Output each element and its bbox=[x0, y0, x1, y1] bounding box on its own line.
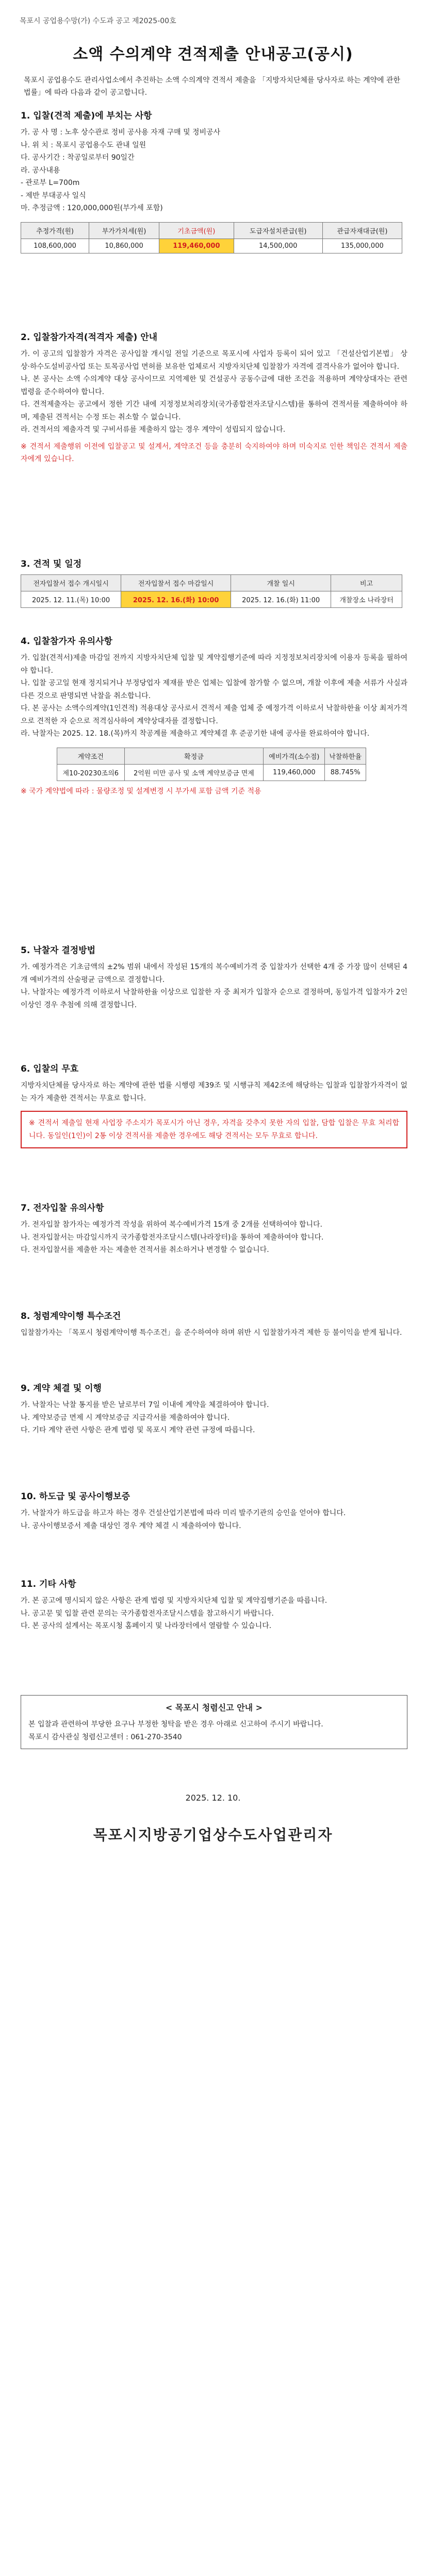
table-cell: 제10-20230조의6 bbox=[57, 764, 125, 781]
section-heading: 2. 입찰참가자격(적격자 제출) 안내 bbox=[21, 332, 158, 343]
table-header: 비고 bbox=[331, 575, 402, 591]
section-9 bbox=[21, 1381, 407, 1437]
section-item: 나. 공고문 및 입찰 관련 문의는 국가종합전자조달시스템을 참고하시기 바랍니다. bbox=[21, 1609, 274, 1618]
section-10 bbox=[21, 1489, 407, 1532]
section-item: - 제반 부대공사 일식 bbox=[21, 191, 86, 200]
section-paragraph: 다. 견적제출자는 공고에서 정한 기간 내에 지정정보처리장치(국가종합전자조달시스템)를 통하여 견적서를 제출하여야 하며, 제출된 견적서는 수정 또는 취소할 수 없습니다. bbox=[21, 400, 407, 421]
section-heading: 7. 전자입찰 유의사항 bbox=[21, 1203, 104, 1213]
section-heading: 9. 계약 체결 및 이행 bbox=[21, 1383, 102, 1394]
budget-table bbox=[21, 222, 402, 253]
section-item: 라. 공사내용 bbox=[21, 166, 60, 175]
section-item: 나. 전자입찰서는 마감일시까지 국가종합전자조달시스템(나라장터)을 통하여 제출하여야 합니다. bbox=[21, 1233, 324, 1242]
section-paragraph: 가. 예정가격은 기초금액의 ±2% 범위 내에서 작성된 15개의 복수예비가격 중 입찰자가 선택한 4개 중 가장 많이 선택된 4개 예비가격의 산술평균 금액으로 결정합니다. bbox=[21, 963, 407, 984]
section-item: 다. 공사기간 : 착공일로부터 90일간 bbox=[21, 154, 135, 162]
section-5 bbox=[21, 943, 407, 1011]
section-item: 가. 본 공고에 명시되지 않은 사항은 관계 법령 및 지방자치단체 입찰 및 계약집행기준을 따릅니다. bbox=[21, 1597, 327, 1605]
table-cell: 2025. 12. 11.(목) 10:00 bbox=[21, 591, 121, 608]
table-cell: 개찰장소 나라장터 bbox=[331, 591, 402, 608]
table-cell: 2억원 미만 공사 및 소액 계약보증금 면제 bbox=[124, 764, 264, 781]
section-heading: 6. 입찰의 무효 bbox=[21, 1064, 79, 1074]
bid-criteria-table bbox=[57, 748, 366, 781]
table-cell-highlight: 119,460,000 bbox=[159, 239, 234, 253]
section-6 bbox=[21, 1061, 407, 1148]
section-item: 다. 전자입찰서를 제출한 자는 제출한 견적서를 취소하거나 변경할 수 없습니다. bbox=[21, 1246, 269, 1254]
section-8 bbox=[21, 1309, 407, 1340]
integrity-notice-box bbox=[21, 1695, 407, 1749]
section-paragraph: 나. 본 공사는 소액 수의계약 대상 공사이므로 지역제한 및 건설공사 공동수급에 대한 조건을 적용하며 계약상대자는 관련 법령을 준수하여야 합니다. bbox=[21, 375, 407, 396]
table-header: 부가가치세(원) bbox=[89, 222, 159, 239]
table-header: 계약조건 bbox=[57, 748, 125, 764]
notice-box-line: 목포시 감사관실 청렴신고센터 : 061-270-3540 bbox=[28, 1733, 182, 1741]
section-item: 가. 공 사 명 : 노후 상수관로 정비 공사용 자재 구매 및 정비공사 bbox=[21, 128, 221, 137]
section-7 bbox=[21, 1200, 407, 1257]
section-heading: 4. 입찰참가자 유의사항 bbox=[21, 636, 112, 647]
table-header: 추정가격(원) bbox=[21, 222, 89, 239]
table-header: 예비가격(소수점) bbox=[264, 748, 325, 764]
section-item: - 관로부 L=700m bbox=[21, 179, 80, 187]
warning-note: ※ 국가 계약법에 따라 : 물량조정 및 설계변경 시 부가세 포함 금액 기준 적용 bbox=[21, 787, 261, 795]
section-paragraph: 라. 견적서의 제출자격 및 구비서류를 제출하지 않는 경우 계약이 성립되지 않습니다. bbox=[21, 426, 286, 434]
table-cell-highlight: 2025. 12. 16.(화) 10:00 bbox=[121, 591, 231, 608]
section-paragraph: 입찰참가자는 「목포시 청렴계약이행 특수조건」을 준수하여야 하며 위반 시 입찰참가자격 제한 등 불이익을 받게 됩니다. bbox=[21, 1329, 402, 1337]
page-title: 소액 수의계약 견적제출 안내공고(공시) bbox=[73, 45, 353, 63]
section-item: 나. 위 치 : 목포시 공업용수도 관내 일원 bbox=[21, 141, 146, 149]
section-paragraph: 지방자치단체를 당사자로 하는 계약에 관한 법률 시행령 제39조 및 시행규칙 제42조에 해당하는 입찰과 입찰참가자격이 없는 자가 제출한 견적서는 무효로 합니다. bbox=[21, 1081, 407, 1103]
warning-note: ※ 견적서 제출행위 이전에 입찰공고 및 설계서, 계약조건 등을 충분히 숙지하여야 하며 미숙지로 인한 책임은 견적서 제출자에게 있습니다. bbox=[21, 442, 407, 463]
section-1 bbox=[21, 108, 407, 253]
table-cell: 88.745% bbox=[325, 764, 366, 781]
table-header: 관급자재대금(원) bbox=[322, 222, 402, 239]
schedule-table bbox=[21, 574, 402, 608]
table-cell: 135,000,000 bbox=[322, 239, 402, 253]
closing-date: 2025. 12. 10. bbox=[185, 1793, 241, 1803]
section-item: 가. 전자입찰 참가자는 예정가격 작성을 위하여 복수예비가격 15개 중 2개를 선택하여야 합니다. bbox=[21, 1221, 322, 1229]
section-paragraph: 가. 이 공고의 입찰참가 자격은 공사입찰 개시일 전일 기준으로 목포시에 사업자 등록이 되어 있고 「건설산업기본법」 상 상·하수도설비공사업 또는 토목공사업 면허를 보유한 업체로서 지방자치단체 입찰참가 자격에 결격사유가 없어야 합니다. bbox=[21, 350, 407, 371]
section-heading: 3. 견적 및 일정 bbox=[21, 559, 82, 569]
table-header: 낙찰하한율 bbox=[325, 748, 366, 764]
table-cell: 119,460,000 bbox=[264, 764, 325, 781]
section-2 bbox=[21, 330, 407, 466]
table-cell: 2025. 12. 16.(화) 11:00 bbox=[231, 591, 331, 608]
section-paragraph: 라. 낙찰자는 2025. 12. 18.(목)까지 착공계를 제출하고 계약체결 후 준공기한 내에 공사를 완료하여야 합니다. bbox=[21, 730, 370, 738]
section-heading: 10. 하도급 및 공사이행보증 bbox=[21, 1492, 130, 1502]
section-paragraph: 나. 낙찰자는 예정가격 이하로서 낙찰하한율 이상으로 입찰한 자 중 최저가 입찰자 순으로 결정하며, 동일가격 입찰자가 2인 이상인 경우 추첨에 의해 결정합니다. bbox=[21, 988, 407, 1009]
section-heading: 8. 청렴계약이행 특수조건 bbox=[21, 1311, 121, 1321]
section-item: 마. 추정금액 : 120,000,000원(부가세 포함) bbox=[21, 204, 163, 212]
notice-box-title: < 목포시 청렴신고 안내 > bbox=[165, 1703, 263, 1713]
section-item: 가. 낙찰자가 하도급을 하고자 하는 경우 건설산업기본법에 따라 미리 발주기관의 승인을 얻어야 합니다. bbox=[21, 1509, 346, 1517]
section-paragraph: 나. 입찰 공고일 현재 정지되거나 부정당업자 제재를 받은 업체는 입찰에 참가할 수 없으며, 개찰 이후에 제출 서류가 사실과 다른 것으로 판명되면 낙찰을 취소합니다. bbox=[21, 679, 407, 700]
table-header-highlight: 기초금액(원) bbox=[159, 222, 234, 239]
notice-box-line: 본 입찰과 관련하여 부당한 요구나 부정한 청탁을 받은 경우 아래로 신고하여 주시기 바랍니다. bbox=[28, 1720, 323, 1728]
section-heading: 1. 입찰(견적 제출)에 부치는 사항 bbox=[21, 111, 152, 121]
section-3 bbox=[21, 556, 407, 608]
section-item: 가. 낙찰자는 낙찰 통지를 받은 날로부터 7일 이내에 계약을 체결하여야 합니다. bbox=[21, 1401, 269, 1409]
section-item: 나. 공사이행보증서 제출 대상인 경우 계약 체결 시 제출하여야 합니다. bbox=[21, 1521, 241, 1530]
section-paragraph: 가. 입찰(견적서)제출 마감일 전까지 지방자치단체 입찰 및 계약집행기준에 따라 지정정보처리장치에 이용자 등록을 필하여야 합니다. bbox=[21, 654, 407, 675]
section-item: 다. 기타 계약 관련 사항은 관계 법령 및 목포시 계약 관련 규정에 따릅니다. bbox=[21, 1426, 255, 1434]
section-item: 다. 본 공사의 설계서는 목포시청 홈페이지 및 나라장터에서 열람할 수 있습니다. bbox=[21, 1622, 272, 1630]
notice-reference: 목포시 공업용수망(가) 수도과 공고 제2025-00호 bbox=[20, 17, 176, 25]
section-11 bbox=[21, 1577, 407, 1633]
section-item: 나. 계약보증금 면제 시 계약보증금 지급각서를 제출하여야 합니다. bbox=[21, 1413, 230, 1422]
table-header: 전자입찰서 접수 마감일시 bbox=[121, 575, 231, 591]
section-4 bbox=[21, 634, 407, 798]
issuer-signature: 목포시지방공기업상수도사업관리자 bbox=[93, 1826, 333, 1843]
table-header: 확정금 bbox=[124, 748, 264, 764]
section-heading: 11. 기타 사항 bbox=[21, 1579, 76, 1589]
table-header: 전자입찰서 접수 개시일시 bbox=[21, 575, 121, 591]
warning-box: ※ 견적서 제출일 현재 사업장 주소지가 목포시가 아닌 경우, 자격을 갖추지 못한 자의 입찰, 담합 입찰은 무효 처리합니다. 동일인(1인)이 2통 이상 견적서를 제출한 경우에도 해당 견적서는 모두 무효로 합니다. bbox=[21, 1111, 407, 1148]
table-header: 도급자설치관급(원) bbox=[234, 222, 322, 239]
section-paragraph: 다. 본 공사는 소액수의계약(1인견적) 적용대상 공사로서 견적서 제출 업체 중 예정가격 이하로서 낙찰하한율 이상 최저가격으로 견적한 자 순으로 적격심사하여 계약상대자를 결정합니다. bbox=[21, 704, 407, 725]
table-cell: 14,500,000 bbox=[234, 239, 322, 253]
table-header: 개찰 일시 bbox=[231, 575, 331, 591]
table-cell: 108,600,000 bbox=[21, 239, 89, 253]
lead-paragraph: 목포시 공업용수도 관리사업소에서 추진하는 소액 수의계약 견적서 제출을 「지방자치단체를 당사자로 하는 계약에 관한 법률」에 따라 다음과 같이 공고합니다. bbox=[24, 76, 401, 97]
table-cell: 10,860,000 bbox=[89, 239, 159, 253]
section-heading: 5. 낙찰자 결정방법 bbox=[21, 945, 96, 956]
